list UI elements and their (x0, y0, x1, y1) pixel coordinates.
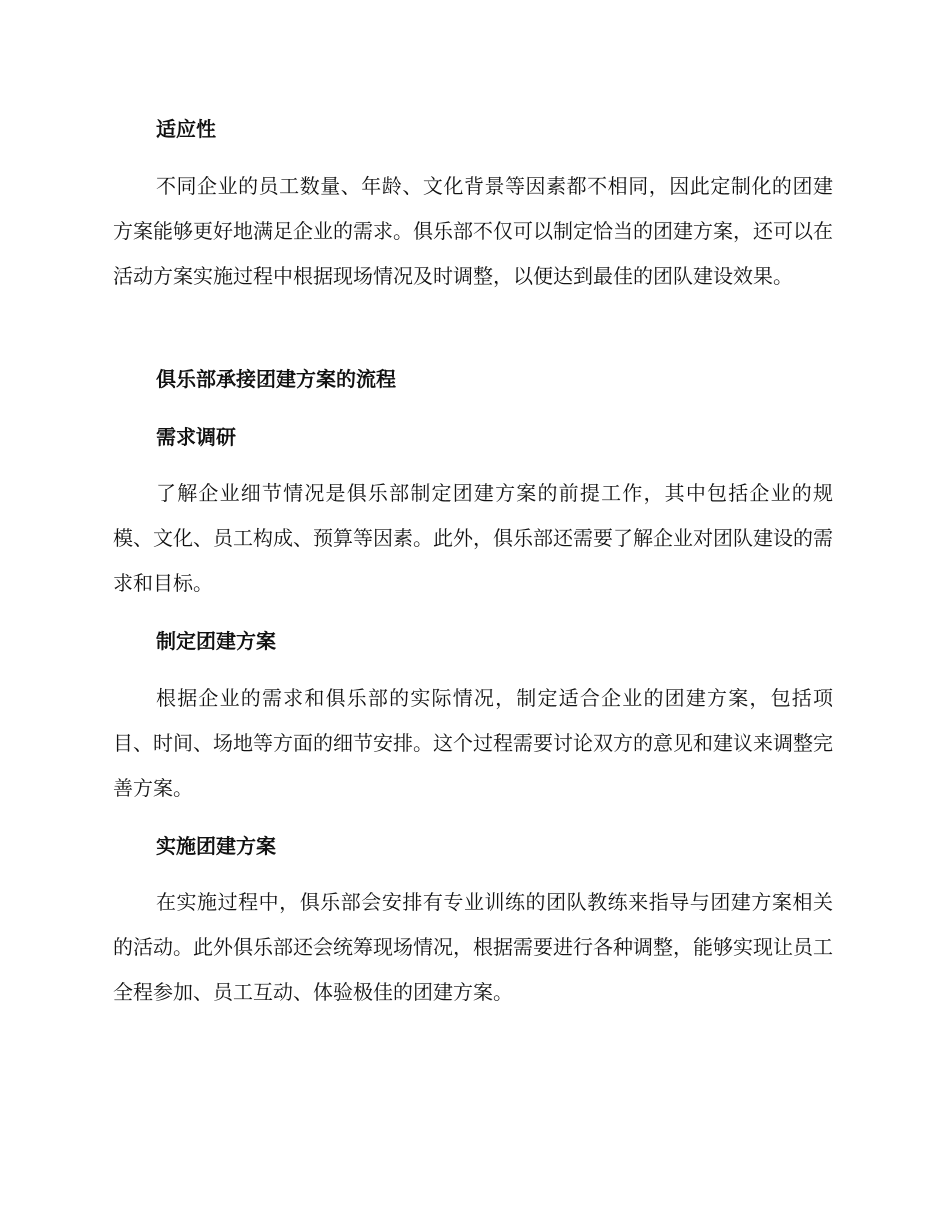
heading-adaptability: 适应性 (156, 117, 216, 141)
paragraph-make-plan: 根据企业的需求和俱乐部的实际情况，制定适合企业的团建方案，包括项目、时间、场地等方面的细节安排。这个过程需要讨论双方的意见和建议来调整完善方案。 (113, 686, 833, 800)
heading-make-plan: 制定团建方案 (156, 629, 276, 653)
paragraph-needs-research: 了解企业细节情况是俱乐部制定团建方案的前提工作，其中包括企业的规模、文化、员工构成、预算等因素。此外，俱乐部还需要了解企业对团队建设的需求和目标。 (113, 481, 833, 595)
heading-club-process: 俱乐部承接团建方案的流程 (156, 367, 396, 391)
heading-implement-plan: 实施团建方案 (156, 834, 276, 858)
heading-needs-research: 需求调研 (156, 425, 236, 449)
paragraph-adaptability: 不同企业的员工数量、年龄、文化背景等因素都不相同，因此定制化的团建方案能够更好地满足企业的需求。俱乐部不仅可以制定恰当的团建方案，还可以在活动方案实施过程中根据现场情况及时调整，以便达到最佳的团队建设效果。 (113, 174, 833, 288)
paragraph-implement-plan: 在实施过程中，俱乐部会安排有专业训练的团队教练来指导与团建方案相关的活动。此外俱乐部还会统筹现场情况，根据需要进行各种调整，能够实现让员工全程参加、员工互动、体验极佳的团建方案。 (113, 890, 833, 1004)
